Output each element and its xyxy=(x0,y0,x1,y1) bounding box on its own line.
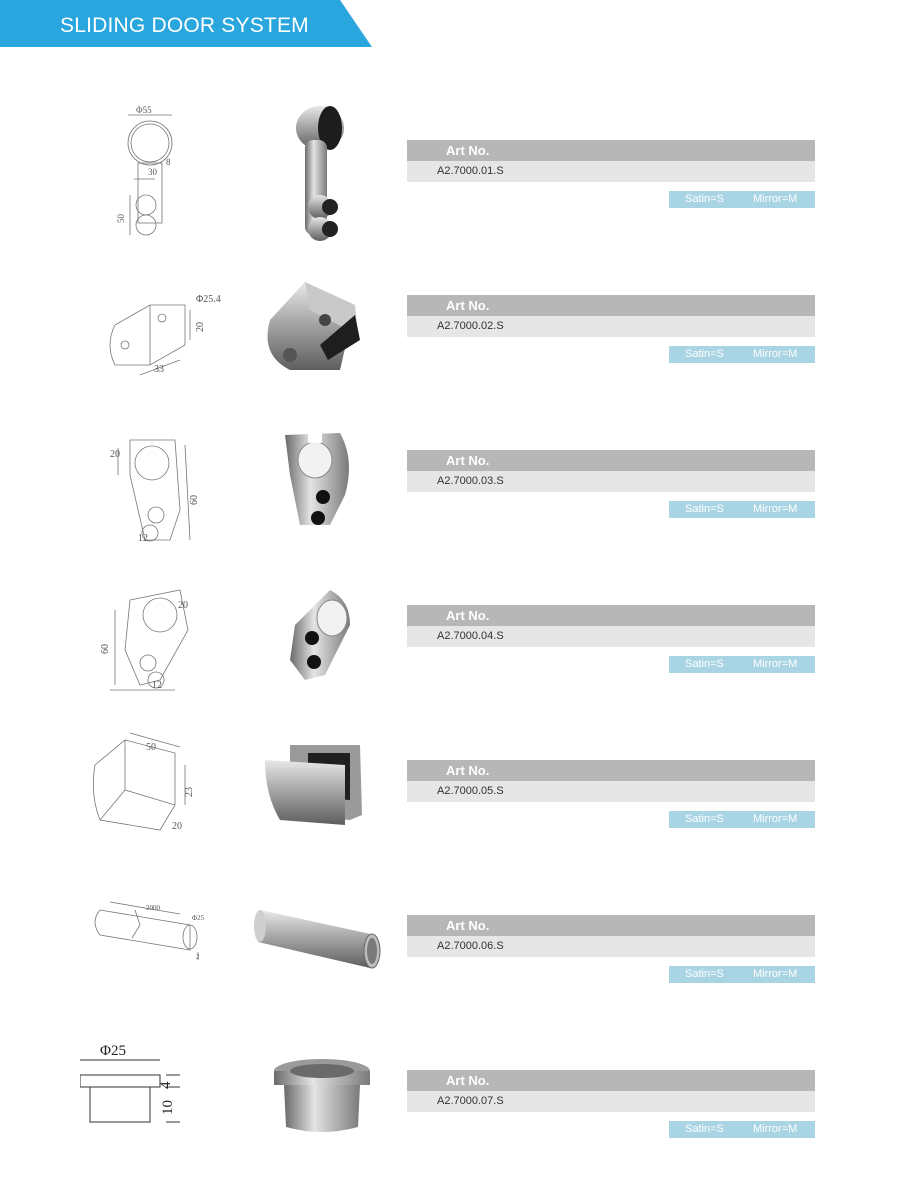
product-row-6 xyxy=(0,880,900,1030)
saddle-clamp-drawing-icon xyxy=(80,260,240,410)
dim-label: 8 xyxy=(166,157,171,167)
art-table xyxy=(407,450,815,492)
product-row-7 xyxy=(0,1035,900,1185)
art-no-header: Art No. xyxy=(407,295,815,316)
roller-drawing-icon xyxy=(80,95,240,245)
dim-label: 12 xyxy=(138,533,148,544)
satin-label: Satin=S xyxy=(685,658,724,670)
art-table xyxy=(407,140,815,182)
dim-label: 23 xyxy=(184,787,195,797)
mirror-label: Mirror=M xyxy=(753,813,798,825)
finish-tag xyxy=(669,1121,815,1138)
art-no-header: Art No. xyxy=(407,1070,815,1091)
finish-tag xyxy=(669,501,815,518)
art-no-value: A2.7000.07.S xyxy=(407,1091,815,1112)
satin-label: Satin=S xyxy=(685,503,724,515)
art-no-value: A2.7000.02.S xyxy=(407,316,815,337)
art-no-value: A2.7000.06.S xyxy=(407,936,815,957)
art-no-value: A2.7000.03.S xyxy=(407,471,815,492)
art-no-header: Art No. xyxy=(407,915,815,936)
art-no-value: A2.7000.04.S xyxy=(407,626,815,647)
tube-photo-icon xyxy=(250,880,400,1030)
dim-label: 33 xyxy=(154,364,164,375)
dim-label: 50 xyxy=(116,214,126,223)
mirror-label: Mirror=M xyxy=(753,658,798,670)
finish-tag xyxy=(669,191,815,208)
satin-label: Satin=S xyxy=(685,813,724,825)
end-cap-photo-icon xyxy=(250,1035,400,1185)
u-channel-photo-icon xyxy=(250,725,400,875)
dim-label: 2 xyxy=(196,953,200,961)
dim-label: Φ55 xyxy=(136,105,152,115)
angled-clamp-photo-icon xyxy=(250,570,400,720)
finish-tag xyxy=(669,811,815,828)
mirror-label: Mirror=M xyxy=(753,193,798,205)
art-no-value: A2.7000.05.S xyxy=(407,781,815,802)
art-no-value: A2.7000.01.S xyxy=(407,161,815,182)
art-no-header: Art No. xyxy=(407,140,815,161)
finish-tag xyxy=(669,656,815,673)
dim-label: 20 xyxy=(172,821,182,832)
dim-label: 20 xyxy=(178,600,188,611)
tube-clamp-drawing-icon xyxy=(80,415,240,565)
dim-label: 2000 xyxy=(146,904,160,912)
header-banner xyxy=(0,0,372,47)
product-row-1 xyxy=(0,95,900,245)
product-row-5 xyxy=(0,725,900,875)
dim-label: 10 xyxy=(160,1100,176,1115)
dim-label: Φ25.4 xyxy=(196,294,221,305)
product-row-2 xyxy=(0,260,900,410)
dim-label: 50 xyxy=(146,742,156,753)
saddle-clamp-photo-icon xyxy=(250,260,400,410)
art-table xyxy=(407,760,815,802)
art-table xyxy=(407,295,815,337)
dim-label: 20 xyxy=(195,322,206,332)
satin-label: Satin=S xyxy=(685,193,724,205)
mirror-label: Mirror=M xyxy=(753,968,798,980)
page-title: SLIDING DOOR SYSTEM xyxy=(60,14,309,37)
art-table xyxy=(407,1070,815,1112)
finish-tag xyxy=(669,966,815,983)
finish-tag xyxy=(669,346,815,363)
mirror-label: Mirror=M xyxy=(753,503,798,515)
art-no-header: Art No. xyxy=(407,450,815,471)
satin-label: Satin=S xyxy=(685,1123,724,1135)
u-channel-drawing-icon xyxy=(80,725,240,875)
dim-label: Φ25 xyxy=(192,914,205,922)
art-no-header: Art No. xyxy=(407,605,815,626)
dim-label: 60 xyxy=(189,495,200,505)
dim-label: 60 xyxy=(100,644,111,654)
dim-label: 4 xyxy=(158,1081,174,1089)
end-cap-drawing-icon xyxy=(80,1035,240,1185)
product-row-3 xyxy=(0,415,900,565)
dim-label: 12 xyxy=(152,680,162,691)
art-table xyxy=(407,915,815,957)
satin-label: Satin=S xyxy=(685,348,724,360)
art-no-header: Art No. xyxy=(407,760,815,781)
product-row-4 xyxy=(0,570,900,720)
dim-label: 20 xyxy=(110,449,120,460)
dim-label: 30 xyxy=(148,167,157,177)
art-table xyxy=(407,605,815,647)
dim-label: Φ25 xyxy=(100,1043,126,1059)
mirror-label: Mirror=M xyxy=(753,1123,798,1135)
mirror-label: Mirror=M xyxy=(753,348,798,360)
roller-photo-icon xyxy=(250,95,400,245)
angled-clamp-drawing-icon xyxy=(80,570,240,720)
tube-drawing-icon xyxy=(80,880,240,1030)
satin-label: Satin=S xyxy=(685,968,724,980)
tube-clamp-photo-icon xyxy=(250,415,400,565)
